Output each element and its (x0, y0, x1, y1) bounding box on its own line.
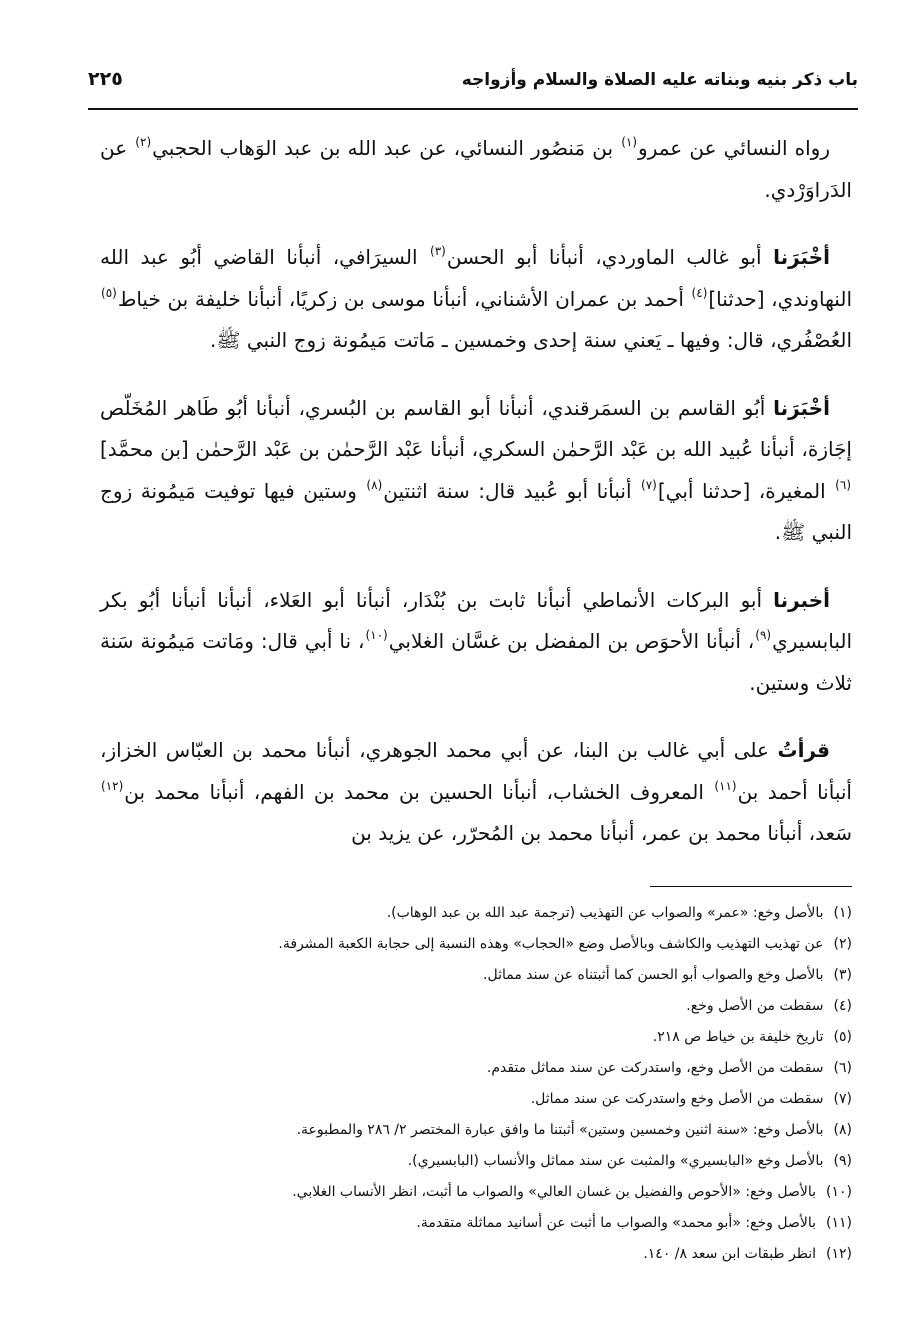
footnote-number: (١١) (826, 1215, 852, 1231)
footnote-text: بالأصل وخع: «أبو محمد» والصواب ما أثبت عن أسانيد مماثلة متقدمة. (416, 1215, 817, 1231)
footnote-number: (٣) (833, 967, 852, 983)
footnote-item (110, 1239, 852, 1270)
footnote-item (110, 898, 852, 929)
footnote-ref[interactable]: (١٢) (101, 778, 124, 793)
footnote-number: (٦) (833, 1060, 852, 1076)
footnote-number: (١٢) (826, 1246, 852, 1262)
text-run: وستين فيها توفيت مَيمُونة زوج النبي ﷺ. (100, 478, 852, 544)
text-run: رواه النسائي عن عمرو (638, 136, 831, 160)
text-run: عن الدَراوَرْدي. (100, 136, 852, 202)
paragraph-1 (100, 128, 852, 211)
footnote-number: (٨) (833, 1122, 852, 1138)
main-text (100, 128, 852, 881)
paragraph-lead-word: أخبرنا (773, 587, 830, 612)
footnote-ref[interactable]: (٢) (135, 135, 152, 149)
footnote-ref[interactable]: (٧) (641, 477, 657, 492)
text-run: السيرَافي، أنبأنا القاضي أبُو عبد الله النهاوندي، [حدثنا] (100, 245, 852, 311)
footnote-number: (٩) (833, 1153, 852, 1169)
footnote-item (110, 1022, 852, 1053)
footnote-ref[interactable]: (١) (621, 135, 638, 149)
footnote-number: (٢) (833, 936, 852, 952)
paragraph-lead-word: أخْبَرَنا (773, 395, 830, 420)
footnote-ref[interactable]: (١١) (714, 778, 737, 793)
footnote-number: (٥) (833, 1029, 852, 1045)
text-run: العُصْفُري، قال: وفيها ـ يَعني سنة إحدى وخمسين ـ مَاتت مَيمُونة زوج النبي ﷺ. (209, 328, 852, 352)
footnote-number: (١) (833, 905, 852, 921)
paragraph-lead-word: أخْبَرَنا (773, 245, 830, 269)
text-run: بن مَنصُور النسائي، عن عبد الله بن عبد الوَهاب الحجبي (152, 136, 621, 160)
text-run: أبو البركات الأنماطي أنبأنا ثابت بن بُنْدَار، أنبأنا أبو العَلاء، أنبأنا أنبأنا أبُو بكر البابسيري (100, 587, 853, 653)
footnote-item (110, 929, 852, 960)
footnote-ref[interactable]: (٨) (366, 477, 383, 492)
footnote-text: بالأصل وخع: «الأحوص والفضيل بن غسان العالي» والصواب ما أثبت، انظر الأنساب الغلابي. (292, 1184, 817, 1200)
footnote-text: انظر طبقات ابن سعد ٨/ ١٤٠. (643, 1246, 817, 1262)
footnote-ref[interactable]: (٣) (430, 244, 446, 258)
paragraph-lead-word: قرأتُ (777, 738, 830, 762)
running-header (88, 66, 858, 106)
footnote-ref[interactable]: (٤) (691, 285, 708, 300)
chapter-title: باب ذكر بنيه وبناته عليه الصلاة والسلام وأزواجه (461, 70, 858, 90)
text-run: أبُو القاسم بن السمَرقندي، أنبأنا أبو القاسم بن البُسري، أنبأنا أبُو طَاهر المُخَلّص إجَازة، أنبأنا عُبيد الله بن عَبْد الرَّحمٰن السكري، أنبأنا عَبْد الرَّحمٰن بن عَبْد الرَّحمٰن [بن محمَّد] (100, 395, 852, 461)
paragraph-5 (100, 730, 852, 855)
footnote-item (110, 960, 852, 991)
footnote-item (110, 1146, 852, 1177)
text-run: المغيرة، [حدثنا أبي] (657, 478, 835, 503)
text-run: سَعد، أنبأنا محمد بن عمر، أنبأنا محمد بن المُحرّر، عن يزيد بن (351, 821, 852, 845)
text-run: المعروف الخشاب، أنبأنا الحسين بن محمد بن الفهم، أنبأنا محمد بن (124, 779, 714, 804)
footnote-ref[interactable]: (٦) (835, 477, 851, 492)
footnote-item (110, 1177, 852, 1208)
footnote-text: بالأصل وخع: «عمر» والصواب عن التهذيب (ترجمة عبد الله بن عبد الوهاب). (386, 905, 824, 921)
footnote-text: تاريخ خليفة بن خياط ص ٢١٨. (652, 1029, 824, 1045)
footnote-item (110, 1115, 852, 1146)
header-divider (88, 108, 858, 110)
text-run: أبو غالب الماوردي، أنبأنا أبو الحسن (446, 245, 774, 269)
footnote-item (110, 1053, 852, 1084)
footnote-number: (٤) (833, 998, 852, 1014)
paragraph-3 (100, 388, 852, 554)
footnote-text: بالأصل وخع: «سنة اثنين وخمسين وستين» أثبتنا ما وافق عبارة المختصر ٢/ ٢٨٦ والمطبوعة. (296, 1122, 824, 1138)
footnote-text: سقطت من الأصل وخع واستدركت عن سند مماثل. (530, 1091, 824, 1107)
paragraph-4 (100, 580, 852, 705)
text-run: أحمد بن عمران الأشناني، أنبأنا موسى بن زكريًا، أنبأنا خليفة بن خياط (117, 286, 691, 311)
footnote-ref[interactable]: (٩) (755, 628, 772, 642)
text-run: على أبي غالب بن البنا، عن أبي محمد الجوهري، أنبأنا محمد بن العبّاس الخزاز، أنبأنا أحمد بن (100, 738, 852, 804)
footnote-text: بالأصل وخع والصواب أبو الحسن كما أثبتناه عن سند مماثل. (483, 967, 824, 983)
footnote-text: عن تهذيب التهذيب والكاشف وبالأصل وضع «الحجاب» وهذه النسبة إلى حجابة الكعبة المشرفة. (278, 936, 824, 952)
page-number: ٢٢٥ (88, 68, 123, 90)
footnote-text: سقطت من الأصل وخع، واستدركت عن سند مماثل متقدم. (486, 1060, 824, 1076)
footnote-item (110, 991, 852, 1022)
footnote-ref[interactable]: (١٠) (365, 628, 388, 642)
footnote-ref[interactable]: (٥) (101, 285, 117, 300)
text-run: ، أنبأنا الأحوَص بن المفضل بن غسَّان الغلابي (388, 629, 755, 653)
footnote-item (110, 1208, 852, 1239)
footnote-number: (١٠) (826, 1184, 852, 1200)
footnotes (110, 898, 852, 1270)
footnote-text: سقطت من الأصل وخع. (686, 998, 824, 1014)
footnote-text: بالأصل وخع «البابسيري» والمثبت عن سند مماثل والأنساب (البابسيري). (407, 1153, 824, 1169)
footnote-divider (650, 886, 852, 887)
text-run: أنبأنا أبو عُبيد قال: سنة اثنتين (383, 478, 641, 503)
footnote-item (110, 1084, 852, 1115)
footnote-number: (٧) (833, 1091, 852, 1107)
text-run: ، نا أبي قال: ومَاتت مَيمُونة سَنة ثلاث وستين. (100, 629, 852, 695)
paragraph-2 (100, 237, 852, 362)
